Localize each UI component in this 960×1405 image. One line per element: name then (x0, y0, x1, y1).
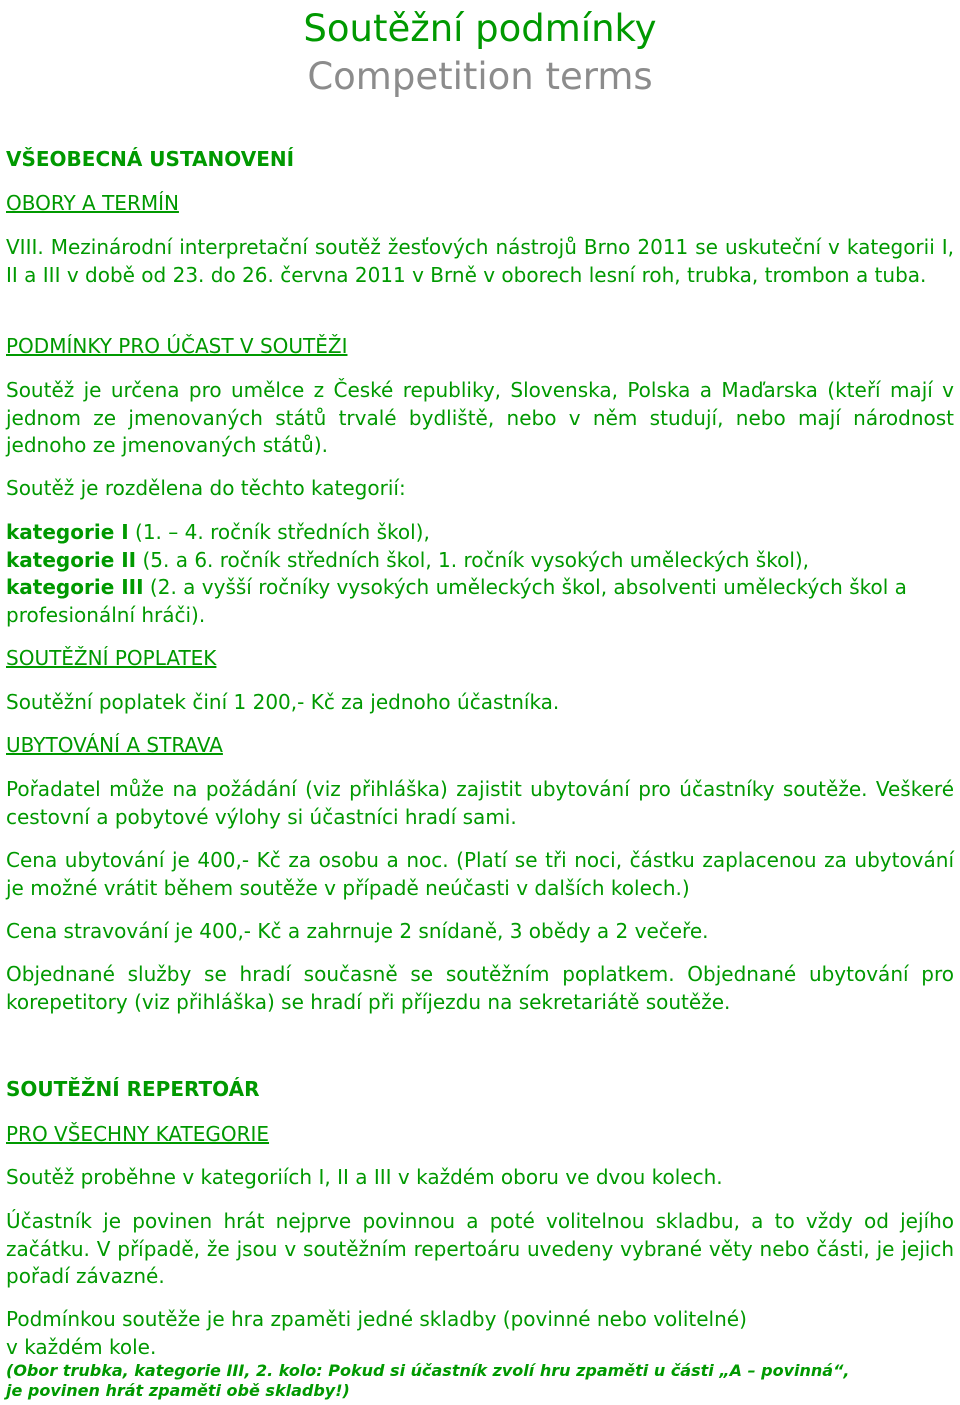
accommodation-paragraph-3: Cena stravování je 400,- Kč a zahrnuje 2 snídaně, 3 obědy a 2 večeře. (6, 919, 709, 943)
categories-intro: Soutěž je rozdělena do těchto kategorií: (6, 476, 406, 500)
trumpet-note-line-1: (Obor trubka, kategorie III, 2. kolo: Pokud si účastník zvolí hru zpaměti u části „A – povinná“, (6, 1361, 850, 1380)
category-description: (1. – 4. ročník středních škol), (128, 520, 430, 544)
page-title-czech: Soutěžní podmínky (303, 7, 657, 50)
competition-fee-heading: SOUTĚŽNÍ POPLATEK (6, 646, 217, 670)
category-label: kategorie III (6, 575, 144, 599)
accommodation-paragraph-2: Cena ubytování je 400,- Kč za osobu a noc. (Platí se tři noci, částku zaplacenou za ubytování je možné vrátit během soutěže v případě neúčasti v dalších kolech.) (6, 848, 954, 900)
category-label: kategorie II (6, 547, 137, 572)
category-item (6, 519, 954, 547)
competition-fee-text: Soutěžní poplatek činí 1 200,- Kč za jednoho účastníka. (6, 690, 560, 714)
repertoire-paragraph-1: Soutěž proběhne v kategoriích I, II a III v každém oboru ve dvou kolech. (6, 1165, 723, 1189)
repertoire-paragraph-2: Účastník je povinen hrát nejprve povinnou a poté volitelnou skladbu, a to vždy od jejího začátku. V případě, že jsou v soutěžním repertoáru uvedeny vybrané věty nebo části, je jejich pořadí závazné. (6, 1209, 954, 1288)
accommodation-paragraph-1: Pořadatel může na požádání (viz přihláška) zajistit ubytování pro účastníky soutěže. Veškeré cestovní a pobytové výlohy si účastníci hradí sami. (6, 777, 954, 829)
category-label: kategorie I (6, 520, 129, 544)
trumpet-note-line-2: je povinen hrát zpaměti obě skladby!) (6, 1381, 350, 1400)
categories-list (6, 519, 954, 629)
general-provisions-heading: VŠEOBECNÁ USTANOVENÍ (6, 147, 295, 171)
participation-conditions-heading: PODMÍNKY PRO ÚČAST V SOUTĚŽI (6, 334, 348, 358)
accommodation-paragraph-4: Objednané služby se hradí současně se soutěžním poplatkem. Objednané ubytování pro korepetitory (viz přihláška) se hradí při příjezdu na sekretariátě soutěže. (6, 962, 954, 1014)
page-title-english: Competition terms (307, 55, 653, 98)
repertoire-heading: SOUTĚŽNÍ REPERTOÁR (6, 1077, 260, 1101)
category-description: (5. a 6. ročník středních škol, 1. ročník vysokých uměleckých škol), (136, 547, 810, 572)
accommodation-heading: UBYTOVÁNÍ A STRAVA (6, 733, 223, 757)
participation-conditions-text: Soutěž je určena pro umělce z České republiky, Slovenska, Polska a Maďarska (kteří mají v jednom ze jmenovaných států trvalé bydliště, nebo v něm studují, nebo mají národnost jednoho ze jmenovaných států). (6, 378, 954, 457)
category-item (6, 574, 954, 629)
repertoire-paragraph-3-line-2: v každém kole. (6, 1334, 157, 1359)
fields-and-dates-text: VIII. Mezinárodní interpretační soutěž žesťových nástrojů Brno 2011 se uskuteční v kategorii I, II a III v době od 23. do 26. června 2011 v Brně v oborech lesní roh, trubka, trombon a tuba. (6, 235, 954, 287)
repertoire-paragraph-3-line-1: Podmínkou soutěže je hra zpaměti jedné skladby (povinné nebo volitelné) (6, 1307, 747, 1331)
all-categories-heading: PRO VŠECHNY KATEGORIE (6, 1122, 270, 1146)
repertoire-paragraph-3 (6, 1306, 954, 1361)
category-item (6, 547, 954, 575)
fields-and-dates-heading: OBORY A TERMÍN (6, 191, 179, 215)
trumpet-note (6, 1361, 954, 1401)
category-description: (2. a vyšší ročníky vysokých uměleckých škol, absolventi uměleckých škol a profesionální hráči). (6, 575, 907, 627)
